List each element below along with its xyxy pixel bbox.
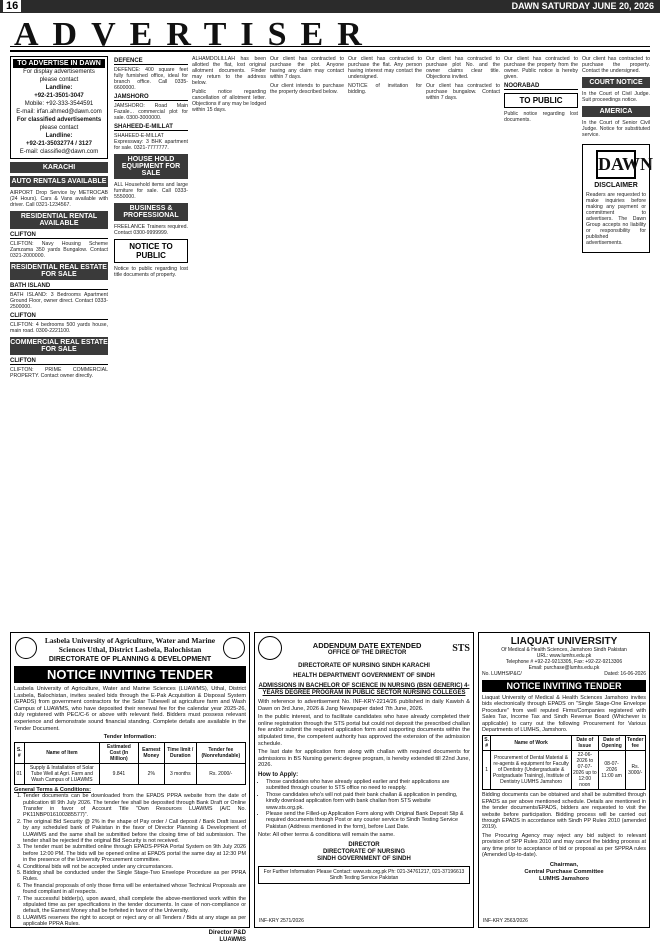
table-cell: 3 months [165, 764, 197, 785]
classified-text: Notice to public regarding lost title documents of property. [114, 266, 188, 278]
tender-paragraph: The Procuring Agency may reject any bid subject to relevant provision of SPP Rules 2010 and may cancel the bidding process at any time prior to acceptance of bid or proposal as per SPPRA rules (Amended Up-to-date). [482, 832, 646, 859]
contact-line: For classified advertisements [16, 117, 102, 123]
column-2 [114, 56, 188, 628]
masthead-title: ADVERTISER [14, 16, 376, 53]
term-item: 3. The tender must be submitted online through EPADS-PPRA Portal System on 9th July 2026 before 12:00 PM. The bids will be opened online at EPADS portal the same day at 12:30 PM in the presence of the University Procurement committee. [23, 844, 246, 863]
table-cell: 22-06-2026 to 07-07-2026 up to 12:00 noon [572, 752, 597, 789]
university-seal-icon [223, 637, 245, 659]
category-header: RESIDENTIAL RENTAL AVAILABLE [10, 211, 108, 229]
term-item: 2. The original Bid Security @ 2% in the shape of Pay order / Call deposit / Bank Draft issued by any scheduled bank of Pakistan in the favor of Director Planning & Development of LUAWMS and the same shall be submitted before the closing time of bid submission. The tender shall be rejected if the original Bid Security is not received. [23, 819, 246, 845]
signatory-org: DIRECTORATE OF NURSING [322, 848, 406, 855]
table-header-cell: Time limit / Duration [165, 743, 197, 764]
section-masthead [10, 16, 650, 52]
table-cell: 01 [15, 764, 25, 785]
classified-text: Our client has contracted to purchase the flat. Any person having interest may contact the undersigned. [348, 56, 422, 80]
addendum-title: ADDENDUM DATE EXTENDED [312, 640, 422, 650]
luawms-tender-ad [10, 632, 250, 943]
column-6 [426, 56, 500, 628]
addendum-paragraph: In the public interest, and to facilitate candidates who have already completed their online registration through the STS portal but could not deposit the prescribed challan fee and/or submit the required application form and supporting documents within the stipulated time, the competent authority has approved the extension of the admission schedule. [258, 714, 470, 747]
category-header: AMERICA [582, 106, 650, 117]
ref-number: No. LUMHS/P&C/ [482, 671, 522, 677]
classified-text: Our client has contracted to purchase plot No. and the owner claims clear title. Objections invited. [426, 56, 500, 80]
column-5 [348, 56, 422, 628]
term-item: 8. LUAWMS reserves the right to accept or reject any or all Tenders / Bids at any stage as per applicable PPRA Rules. [23, 915, 246, 928]
classified-text: Public notice regarding cancellation of allotment letter. Objections if any may be lodged within 15 days. [192, 89, 266, 113]
table-cell: Rs. 3000/- [625, 751, 645, 790]
ad-code: INF-KRY 2563/2026 [483, 918, 528, 924]
area-header: CLIFTON [10, 358, 108, 365]
table-cell: Rs. 2000/- [196, 764, 245, 785]
addendum-note: Note: All other terms & conditions will remain the same. [258, 832, 395, 839]
lumhs-tender-ad [478, 632, 650, 928]
addendum-heading: DIRECTORATE OF NURSING SINDH KARACHI [298, 663, 430, 669]
masthead-rule [10, 46, 650, 47]
term-item: 6. The financial proposals of only those firms will be entertained whose Technical Proposals are found compliant in all respects. [23, 883, 246, 896]
classified-text: SHAHEED-E-MILLAT Expressway: 3 BHK apartment for sale. 0321-7777777. [114, 133, 188, 151]
contact-phone: +92-21-35032774 / 3127 [26, 141, 92, 147]
contact-email: E-mail: classified@dawn.com [19, 149, 99, 155]
area-header: CLIFTON [10, 313, 108, 320]
signatory-org: Central Purchase Committee [524, 868, 604, 875]
addendum-signatory [258, 842, 470, 863]
nursing-addendum-ad [254, 632, 474, 928]
classified-text: Our client has contracted to purchase bungalow. Contact within 7 days. [426, 83, 500, 101]
category-header: TO PUBLIC [504, 93, 578, 108]
classified-text: ALHAMDOLILLAH has been allotted the flat, lost original allotment documents. Finder may return to the address below. [192, 56, 266, 86]
classified-text: FREELANCE Trainers required. Contact 0300-9999999. [114, 224, 188, 236]
tender-table [482, 735, 646, 790]
column-1 [10, 56, 108, 628]
tender-table [14, 742, 246, 785]
tender-directorate: DIRECTORATE OF PLANNING & DEVELOPMENT [48, 656, 212, 663]
how-to-apply-heading: How to Apply: [258, 771, 299, 778]
tender-title: NOTICE INVITING TENDER [14, 666, 246, 683]
category-header: BUSINESS & PROFESSIONAL [114, 203, 188, 221]
tender-table-title: Tender Information: [103, 734, 157, 741]
lumhs-phone: Telephone # +92-22-9213305, Fax: +92-22-9213306 [505, 659, 623, 665]
list-item: • Those candidates who have already applied earlier and their applications are submitted through courier to STS office no need to reapply. [266, 779, 470, 792]
lumhs-address: Of Medical & Health Sciences, Jamshoro Sindh Pakistan [501, 647, 627, 653]
classified-text: Our client has contracted to purchase the property. Contact the undersigned. [582, 56, 650, 74]
signatory-org: LUMHS Jamshoro [539, 875, 589, 882]
area-header: BATH ISLAND [10, 283, 108, 290]
table-cell: 9.841 [100, 764, 138, 785]
ad-code: INF-KRY 2571/2026 [259, 918, 304, 924]
category-header: NOTICE TO PUBLIC [114, 239, 188, 263]
contact-line: Landline: [45, 85, 73, 91]
classified-text: In the Court of Civil Judge. Suit proceedings notice. [582, 91, 650, 103]
classified-text: ALL Household items and large furniture for sale. Call 0333-5550000. [114, 182, 188, 200]
sts-logo: STS [452, 642, 470, 654]
terms-title: General Terms & Conditions: [14, 787, 91, 794]
list-item: • Please send the Filled-up Application Form along with Original Bank Deposit Slip & required documents through Post or any courier service to Sindh Testing Service Pakistan (Address mentioned in the form), before Last Date. [266, 811, 470, 830]
contact-line: please contact [39, 77, 79, 83]
column-4 [270, 56, 344, 628]
dawn-disclaimer-box [582, 144, 654, 253]
addendum-heading: ADMISSIONS IN BACHELOR OF SCIENCE IN NURSING (BSN GENERIC) 4-YEARS DEGREE PROGRAM IN PUBLIC SECTOR NURSING COLLEGES [258, 683, 470, 696]
classified-text: BATH ISLAND: 3 Bedrooms Apartment Ground Floor, owner direct. Contact 0333-2500000. [10, 292, 108, 310]
contact-email: E-mail: irfan.ahmed@dawn.com [16, 109, 102, 115]
category-header: AUTO RENTALS AVAILABLE [11, 178, 107, 185]
column-3 [192, 56, 266, 628]
contact-box-title: TO ADVERTISE IN DAWN [13, 59, 105, 68]
contact-line: For display advertisements [23, 69, 95, 75]
table-header-cell: Estimated Cost (In Million) [100, 743, 138, 764]
advertise-contact-box [10, 56, 108, 159]
table-cell: Procurement of Dental Material & re-agents & equipment for Faculty of Dentistry (Undergraduate & Postgraduate Training), Institute of Dentistry LUMHS Jamshoro [491, 751, 572, 790]
lumhs-email: Email: purchase@lumhs.edu.pk [528, 665, 600, 671]
classified-columns [10, 56, 654, 628]
classified-text: Public notice regarding lost documents. [504, 111, 578, 123]
signatory-title: Director P&D [208, 929, 246, 936]
category-header: COMMERCIAL REAL ESTATE FOR SALE [10, 339, 108, 353]
tender-intro: Lasbela University of Agriculture, Water and Marine Sciences (LUAWMS), Uthal, District Lasbela, Balochistan, invites sealed bids through the E-Pak Acquisition & Disposal System (EPADS) from government contractors for the Solar Tubewell at agriculture farm and Wash Campus of LUAWMS, who have deposited their renewal fee for the calendar year 2025-26, duly registered with PEC/C-6 or above with relevant field. Bidders must possess relevant experience and demonstrate sound financial standing. Complete details are available in the Tender Document. [14, 686, 246, 732]
table-header-cell: Tender fee [625, 736, 645, 751]
classified-text: AIRPORT Drop Service by METROCAB (24 Hours). Cars & Vans available with driver. Call 0321-1234567. [10, 190, 108, 208]
signatory-org: LUAWMS [219, 936, 246, 943]
table-cell: 2% [138, 764, 164, 785]
lumhs-brand: LIAQUAT UNIVERSITY [510, 636, 618, 647]
table-header-cell: Name of Item [24, 743, 100, 764]
page-number: 16 [3, 0, 21, 12]
classified-text: CLIFTON: PRIME COMMERCIAL PROPERTY. Contact owner directly. [10, 367, 108, 379]
category-header: RESIDENTIAL REAL ESTATE FOR SALE [11, 264, 107, 278]
classified-text: Our client has contracted to purchase the plot. Anyone having any claim may contact within 7 days. [270, 56, 344, 80]
category-header: COURT NOTICE [582, 77, 650, 88]
area-header: JAMSHORO [114, 94, 188, 101]
term-item: 1. Tender documents can be downloaded from the EPADS PPRA website from the date of publication till 9th July 2026. The tender fee shall be deposited through Bank Draft or Online Transfer in favor of Account Title "Own Resources LUAWMS (A/C No. PK11NBP016100385577)". [23, 793, 246, 819]
list-item: • Those candidates who's will not paid their bank challan & application in pending, kindly download application form with bank challan from STS website www.sts.org.pk. [266, 792, 470, 811]
page-header-bar [0, 0, 660, 13]
signatory-title: DIRECTOR [348, 841, 380, 848]
classified-text: Our client intends to purchase the property described below. [270, 83, 344, 95]
tender-intro: Liaquat University of Medical & Health Sciences Jamshoro invites bids electronically through EPADS on "Single Stage-One Envelope Procedure" from well reputed Firms/Companies registered with Sales Tax, Income Tax and Sindh Revenue Board (Whichever is applicable) to carry out the following Procurement for Various Departments of LUMHS, Jamshoro. [482, 695, 646, 734]
tender-paragraph: Bidding documents can be obtained and shall be submitted through EPADS as per above mentioned schedule. Details are mentioned in the tender documents/EPADS, bidders are requested to visit the website before participation. Bidding process will be carried out through EPADS in accordance with Sindh PP Rules 2010 (amended 2019). [482, 792, 646, 831]
addendum-office: OFFICE OF THE DIRECTOR [327, 649, 407, 656]
contact-line: please contact [39, 125, 79, 131]
signatory-org: SINDH GOVERNMENT OF SINDH [317, 855, 411, 862]
addendum-header [258, 636, 470, 660]
dawn-logo: DAWN [596, 150, 636, 179]
area-header: DEFENCE [114, 58, 188, 65]
table-header-cell: Name of Work [491, 736, 572, 751]
table-header-cell: S. # [15, 743, 25, 764]
tender-org-name: Lasbela University of Agriculture, Water and Marine Sciences Uthal, District Lasbela, Balochistan [44, 636, 216, 654]
tender-signatory [482, 862, 646, 883]
table-header-cell: Tender fee (Nonrefundable) [196, 743, 245, 764]
disclaimer-title: DISCLAIMER [594, 182, 638, 189]
table-header-cell: Date of Opening [598, 736, 625, 751]
how-to-apply-list [258, 779, 470, 830]
contact-line: Landline: [45, 133, 73, 139]
university-logo-icon [15, 637, 37, 659]
contact-phone: +92-21-3501-3047 [34, 93, 84, 99]
column-7 [504, 56, 578, 628]
lumhs-ref-line [482, 671, 646, 677]
table-cell: 1 [483, 751, 491, 790]
table-header-cell: Earnest Money [138, 743, 164, 764]
table-header-cell: S. # [484, 737, 489, 750]
classified-text: JAMSHORO: Road Main Fazale... commercial plot for sale. 0300-3000000. [114, 103, 188, 121]
classified-text: CLIFTON: Navy Housing Scheme Zamzama 350 yards Bungalow. Contact 0321-2000000. [10, 241, 108, 259]
table-header-cell: Date of Issue [571, 736, 598, 751]
table-row [483, 751, 646, 790]
area-header: SHAHEED-E-MILLAT [114, 124, 188, 131]
classified-text: CLIFTON: 4 bedrooms 500 yards house, main road. 0300-2221100. [10, 322, 108, 334]
tender-signatory [14, 930, 246, 944]
term-item: 5. Bidding shall be conducted under the Single Stage-Two Envelope Procedure as per PPRA Rules. [23, 870, 246, 883]
table-cell: Supply & Installation of Solar Tube Well at Agri. Farm and Wash Campus of LUAWMS [24, 764, 100, 785]
tender-ads-row [10, 632, 650, 943]
table-row [15, 764, 246, 785]
dateline: DAWN SATURDAY JUNE 20, 2026 [511, 1, 654, 11]
addendum-paragraph: The last date for application form along with challan with required documents for admissions in BS Nursing generic degree program, is hereby extended till 22nd June, 2026. [258, 749, 470, 769]
area-header: NOORABAD [504, 83, 578, 90]
term-item: 7. The successful bidder(s), upon award, shall complete the above-mentioned work within the stipulated time as per specifications in the tender documents. In case of non-compliance or default, the Earnest Money shall be forfeited in favor of the University. [23, 896, 246, 915]
lumhs-url: URL: www.lumhs.edu.pk [536, 653, 592, 659]
table-cell: 08-07-2026 11:00 am [598, 751, 625, 790]
column-8 [582, 56, 654, 628]
classified-text: In the Court of Senior Civil Judge. Notice for substituted service. [582, 120, 650, 138]
signatory-title: Chairman, [549, 861, 579, 868]
category-header: KARACHI [10, 162, 108, 173]
contact-mobile: Mobile: +92-333-3544591 [24, 101, 94, 107]
classified-text: NOTICE of invitation for bidding. [348, 83, 422, 95]
addendum-contact-footer: For Further Information Please Contact: www.sts.org.pk Ph: 021-34761217, 021-37196613 Sindh Testing Service Pakistan [258, 866, 470, 884]
term-item: 4. Conditional bids will not be accepted under any circumstances. [23, 864, 246, 870]
classified-text: DEFENCE: 400 square feet fully furnished office, ideal for branch office. Call 0335-6600000. [114, 67, 188, 91]
terms-list [14, 793, 246, 928]
disclaimer-text: Readers are requested to make inquiries before making any payment or commitment to advertisers. The Dawn Group accepts no liability or responsibility for published advertisements. [586, 192, 646, 246]
category-header: HOUSE HOLD EQUIPMENT FOR SALE [114, 154, 188, 179]
tender-title: NOTICE INVITING TENDER [482, 680, 646, 692]
addendum-heading: HEALTH DEPARTMENT GOVERNMENT OF SINDH [293, 673, 435, 679]
addendum-paragraph: With reference to advertisement No. INF-KRY-2214/26 published in daily Kawish & Dawn on 3rd June, 2026 & Jang Newspaper dated 7th June, 2026. [258, 699, 470, 712]
ref-date: Dated: 16-06-2026 [604, 671, 646, 677]
sindh-govt-logo-icon [258, 636, 282, 660]
classified-text: Our client has contracted to purchase the property from the owner. Public notice is hereby given. [504, 56, 578, 80]
area-header: CLIFTON [10, 232, 108, 239]
